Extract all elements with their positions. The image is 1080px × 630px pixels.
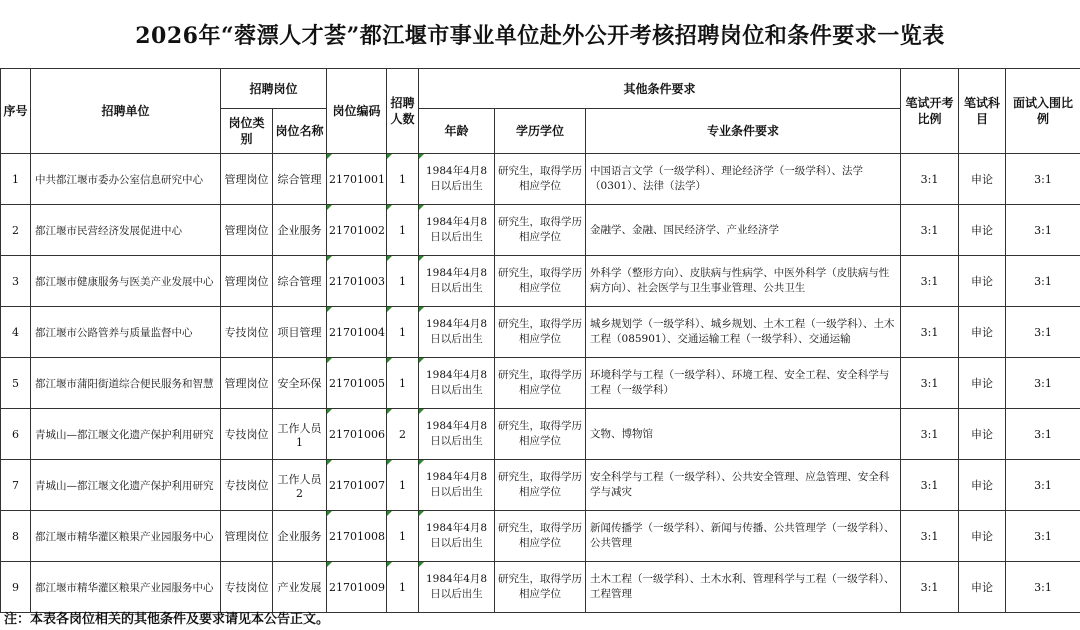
header-post-group: 招聘岗位 xyxy=(221,69,327,109)
cell-edu: 研究生，取得学历相应学位 xyxy=(495,205,586,256)
cell-post-type: 专技岗位 xyxy=(221,409,273,460)
cell-major: 城乡规划学（一级学科）、城乡规划、土木工程（一级学科）、土木工程（085901）、交通运输工程（一级学科）、交通运输 xyxy=(586,307,901,358)
cell-major: 外科学（整形方向）、皮肤病与性病学、中医外科学（皮肤病与性病方向）、社会医学与卫生事业管理、公共卫生 xyxy=(586,256,901,307)
cell-age: 1984年4月8日以后出生 xyxy=(419,307,495,358)
header-edu: 学历学位 xyxy=(495,109,586,154)
cell-count: 1 xyxy=(387,562,419,613)
header-age: 年龄 xyxy=(419,109,495,154)
cell-seq: 5 xyxy=(1,358,31,409)
cell-ratio-written: 3:1 xyxy=(901,358,959,409)
table-row xyxy=(1,358,1080,409)
cell-count: 1 xyxy=(387,205,419,256)
cell-post-code: 21701009 xyxy=(327,562,387,613)
cell-post-name: 工作人员1 xyxy=(273,409,327,460)
table-row xyxy=(1,154,1080,205)
cell-unit: 青城山—都江堰文化遗产保护利用研究 xyxy=(31,409,221,460)
cell-ratio-interview: 3:1 xyxy=(1006,562,1080,613)
cell-seq: 3 xyxy=(1,256,31,307)
recruitment-table xyxy=(0,68,1080,613)
cell-post-name: 产业发展 xyxy=(273,562,327,613)
cell-ratio-written: 3:1 xyxy=(901,307,959,358)
cell-post-type: 管理岗位 xyxy=(221,205,273,256)
cell-post-type: 管理岗位 xyxy=(221,256,273,307)
cell-ratio-interview: 3:1 xyxy=(1006,154,1080,205)
page-title: 2026年“蓉漂人才荟”都江堰市事业单位赴外公开考核招聘岗位和条件要求一览表 xyxy=(135,22,945,49)
cell-major: 新闻传播学（一级学科）、新闻与传播、公共管理学（一级学科）、公共管理 xyxy=(586,511,901,562)
cell-edu: 研究生，取得学历相应学位 xyxy=(495,256,586,307)
cell-ratio-interview: 3:1 xyxy=(1006,205,1080,256)
cell-unit: 都江堰市健康服务与医美产业发展中心 xyxy=(31,256,221,307)
cell-major: 土木工程（一级学科）、土木水利、管理科学与工程（一级学科）、工程管理 xyxy=(586,562,901,613)
cell-unit: 都江堰市蒲阳街道综合便民服务和智慧 xyxy=(31,358,221,409)
table-row xyxy=(1,205,1080,256)
cell-post-code: 21701004 xyxy=(327,307,387,358)
header-ratio-written: 笔试开考比例 xyxy=(901,69,959,154)
cell-age: 1984年4月8日以后出生 xyxy=(419,154,495,205)
cell-ratio-written: 3:1 xyxy=(901,511,959,562)
header-post-name: 岗位名称 xyxy=(273,109,327,154)
cell-subject: 申论 xyxy=(959,154,1006,205)
cell-age: 1984年4月8日以后出生 xyxy=(419,256,495,307)
cell-count: 1 xyxy=(387,256,419,307)
cell-major: 环境科学与工程（一级学科）、环境工程、安全工程、安全科学与工程（一级学科） xyxy=(586,358,901,409)
cell-ratio-interview: 3:1 xyxy=(1006,307,1080,358)
cell-subject: 申论 xyxy=(959,256,1006,307)
cell-ratio-written: 3:1 xyxy=(901,460,959,511)
cell-seq: 6 xyxy=(1,409,31,460)
cell-edu: 研究生，取得学历相应学位 xyxy=(495,409,586,460)
cell-unit: 中共都江堰市委办公室信息研究中心 xyxy=(31,154,221,205)
cell-count: 2 xyxy=(387,409,419,460)
header-post-type: 岗位类别 xyxy=(221,109,273,154)
table-row xyxy=(1,409,1080,460)
footnote: 注：本表各岗位相关的其他条件及要求请见本公告正文。 xyxy=(4,612,330,627)
cell-seq: 2 xyxy=(1,205,31,256)
cell-post-code: 21701005 xyxy=(327,358,387,409)
table-row xyxy=(1,256,1080,307)
cell-count: 1 xyxy=(387,511,419,562)
table-row xyxy=(1,562,1080,613)
cell-ratio-written: 3:1 xyxy=(901,154,959,205)
table-row xyxy=(1,511,1080,562)
cell-subject: 申论 xyxy=(959,409,1006,460)
cell-post-code: 21701002 xyxy=(327,205,387,256)
cell-seq: 9 xyxy=(1,562,31,613)
cell-count: 1 xyxy=(387,307,419,358)
cell-seq: 4 xyxy=(1,307,31,358)
cell-ratio-interview: 3:1 xyxy=(1006,256,1080,307)
cell-post-type: 管理岗位 xyxy=(221,511,273,562)
cell-subject: 申论 xyxy=(959,307,1006,358)
cell-subject: 申论 xyxy=(959,205,1006,256)
cell-major: 金融学、金融、国民经济学、产业经济学 xyxy=(586,205,901,256)
cell-count: 1 xyxy=(387,358,419,409)
cell-post-name: 企业服务 xyxy=(273,205,327,256)
cell-post-code: 21701008 xyxy=(327,511,387,562)
cell-edu: 研究生，取得学历相应学位 xyxy=(495,358,586,409)
cell-post-name: 综合管理 xyxy=(273,256,327,307)
cell-edu: 研究生，取得学历相应学位 xyxy=(495,511,586,562)
header-ratio-interview: 面试入围比例 xyxy=(1006,69,1080,154)
cell-seq: 7 xyxy=(1,460,31,511)
header-unit: 招聘单位 xyxy=(31,69,221,154)
cell-post-type: 管理岗位 xyxy=(221,358,273,409)
cell-ratio-interview: 3:1 xyxy=(1006,460,1080,511)
cell-age: 1984年4月8日以后出生 xyxy=(419,205,495,256)
cell-ratio-written: 3:1 xyxy=(901,205,959,256)
cell-count: 1 xyxy=(387,154,419,205)
cell-count: 1 xyxy=(387,460,419,511)
cell-seq: 8 xyxy=(1,511,31,562)
cell-post-code: 21701007 xyxy=(327,460,387,511)
header-major: 专业条件要求 xyxy=(586,109,901,154)
cell-post-name: 项目管理 xyxy=(273,307,327,358)
cell-edu: 研究生，取得学历相应学位 xyxy=(495,562,586,613)
header-count: 招聘人数 xyxy=(387,69,419,154)
table-row xyxy=(1,307,1080,358)
cell-post-code: 21701003 xyxy=(327,256,387,307)
cell-major: 安全科学与工程（一级学科）、公共安全管理、应急管理、安全科学与减灾 xyxy=(586,460,901,511)
cell-unit: 都江堰市精华灌区粮果产业园服务中心 xyxy=(31,562,221,613)
header-other-group: 其他条件要求 xyxy=(419,69,901,109)
cell-post-type: 专技岗位 xyxy=(221,307,273,358)
cell-subject: 申论 xyxy=(959,511,1006,562)
table-row xyxy=(1,460,1080,511)
cell-unit: 都江堰市公路管养与质量监督中心 xyxy=(31,307,221,358)
cell-unit: 都江堰市民营经济发展促进中心 xyxy=(31,205,221,256)
cell-ratio-written: 3:1 xyxy=(901,409,959,460)
cell-post-type: 管理岗位 xyxy=(221,154,273,205)
header-subject: 笔试科目 xyxy=(959,69,1006,154)
cell-subject: 申论 xyxy=(959,562,1006,613)
cell-ratio-interview: 3:1 xyxy=(1006,358,1080,409)
cell-ratio-written: 3:1 xyxy=(901,562,959,613)
cell-post-name: 综合管理 xyxy=(273,154,327,205)
cell-post-name: 工作人员2 xyxy=(273,460,327,511)
cell-edu: 研究生，取得学历相应学位 xyxy=(495,307,586,358)
cell-age: 1984年4月8日以后出生 xyxy=(419,409,495,460)
cell-post-type: 专技岗位 xyxy=(221,562,273,613)
cell-age: 1984年4月8日以后出生 xyxy=(419,460,495,511)
cell-post-name: 企业服务 xyxy=(273,511,327,562)
cell-major: 中国语言文学（一级学科）、理论经济学（一级学科）、法学（0301）、法律（法学） xyxy=(586,154,901,205)
cell-unit: 都江堰市精华灌区粮果产业园服务中心 xyxy=(31,511,221,562)
cell-subject: 申论 xyxy=(959,358,1006,409)
cell-edu: 研究生，取得学历相应学位 xyxy=(495,460,586,511)
cell-edu: 研究生，取得学历相应学位 xyxy=(495,154,586,205)
cell-seq: 1 xyxy=(1,154,31,205)
cell-age: 1984年4月8日以后出生 xyxy=(419,358,495,409)
cell-age: 1984年4月8日以后出生 xyxy=(419,511,495,562)
cell-post-code: 21701006 xyxy=(327,409,387,460)
cell-subject: 申论 xyxy=(959,460,1006,511)
header-seq: 序号 xyxy=(1,69,31,154)
cell-post-code: 21701001 xyxy=(327,154,387,205)
header-post-code: 岗位编码 xyxy=(327,69,387,154)
cell-major: 文物、博物馆 xyxy=(586,409,901,460)
cell-post-type: 专技岗位 xyxy=(221,460,273,511)
cell-unit: 青城山—都江堰文化遗产保护利用研究 xyxy=(31,460,221,511)
cell-post-name: 安全环保 xyxy=(273,358,327,409)
cell-ratio-written: 3:1 xyxy=(901,256,959,307)
cell-ratio-interview: 3:1 xyxy=(1006,511,1080,562)
cell-ratio-interview: 3:1 xyxy=(1006,409,1080,460)
cell-age: 1984年4月8日以后出生 xyxy=(419,562,495,613)
